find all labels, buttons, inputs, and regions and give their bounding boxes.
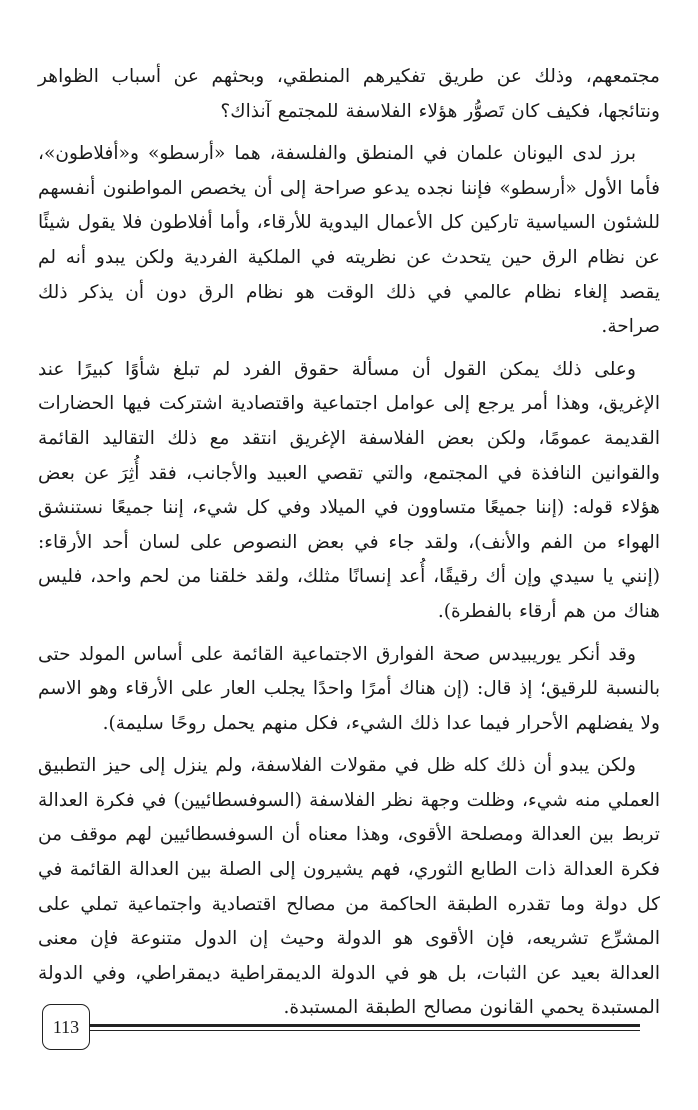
paragraph-1: مجتمعهم، وذلك عن طريق تفكيرهم المنطقي، وبحثهم عن أسباب الظواهر ونتائجها، فكيف كان تَصوُّر هؤلاء الفلاسفة للمجتمع آنذاك؟ — [38, 66, 660, 122]
paragraph-5: ولكن يبدو أن ذلك كله ظل في مقولات الفلاسفة، ولم ينزل إلى حيز التطبيق العملي منه شيء، وظلت وجهة نظر الفلاسفة (السوفسطائيين) في فكرة العدالة تربط بين العدالة ومصلحة الأقوى، وهذا معناه أن السوفسطائيين لهم موقف من فكرة العدالة ذات الطابع الثوري، فهم يشيرون إلى الصلة بين العدالة القائمة في كل دولة وما تقدره الطبقة الحاكمة من مصالح اقتصادية واجتماعية تملي على المشرِّع تشريعه، فإن الأقوى هو الدولة وحيث إن الدول متنوعة فإن معنى العدالة بعيد عن الثبات، بل هو في الدولة الديمقراطية ديمقراطي، وفي الدولة المستبدة يحمي القانون مصالح الطبقة المستبدة. — [38, 755, 661, 1019]
page-number: 113 — [42, 1004, 90, 1050]
footer-rule-thin — [89, 1030, 640, 1031]
paragraph-3: وعلى ذلك يمكن القول أن مسألة حقوق الفرد لم تبلغ شأوًا كبيرًا عند الإغريق، وهذا أمر يرجع إلى عوامل اجتماعية واقتصادية اشتركت فيها الحضارات القديمة عمومًا، ولكن بعض الفلاسفة الإغريق انتقد مع ذلك التقاليد القائمة والقوانين النافذة في المجتمع، والتي تقصي العبيد والأجانب، فقد أُثِرَ عن بعض هؤلاء قوله: (إننا جميعًا متساوون في الميلاد وفي كل شيء، إننا جميعًا نستنشق الهواء من الفم والأنف)، ولقد جاء في بعض النصوص على لسان أحد الأرقاء: (إنني يا سيدي وإن أك رقيقًا، أُعد إنسانًا مثلك، ولقد خلقنا من لحم واحد، فليس هناك من هم أرقاء بالفطرة). — [38, 358, 660, 622]
footer-rule-thick — [89, 1024, 640, 1027]
page-footer — [42, 1004, 640, 1050]
paragraph-4: وقد أنكر يوريبيدس صحة الفوارق الاجتماعية القائمة على أساس المولد حتى بالنسبة للرقيق؛ إذ قال: (إن هناك أمرًا واحدًا يجلب العار على الأرقاء وهو الاسم ولا يفضلهم الأحرار فيما عدا ذلك الشيء، فكل منهم يحمل روحًا سليمة). — [38, 643, 660, 734]
page-body — [38, 60, 660, 1034]
paragraph-2: برز لدى اليونان علمان في المنطق والفلسفة، هما «أرسطو» و«أفلاطون»، فأما الأول «أرسطو» فإننا نجده يدعو صراحة إلى أن يخصص المواطنون أنفسهم للشئون السياسية تاركين كل الأعمال اليدوية للأرقاء، وأما أفلاطون فلا يقول شيئًا عن نظام الرق حين يتحدث عن نظريته في الملكية الفردية ولكن يبدو أنه لم يقصد إلغاء نظام عالمي في ذلك الوقت هو نظام الرق دون أن يذكر ذلك صراحة. — [38, 143, 660, 338]
